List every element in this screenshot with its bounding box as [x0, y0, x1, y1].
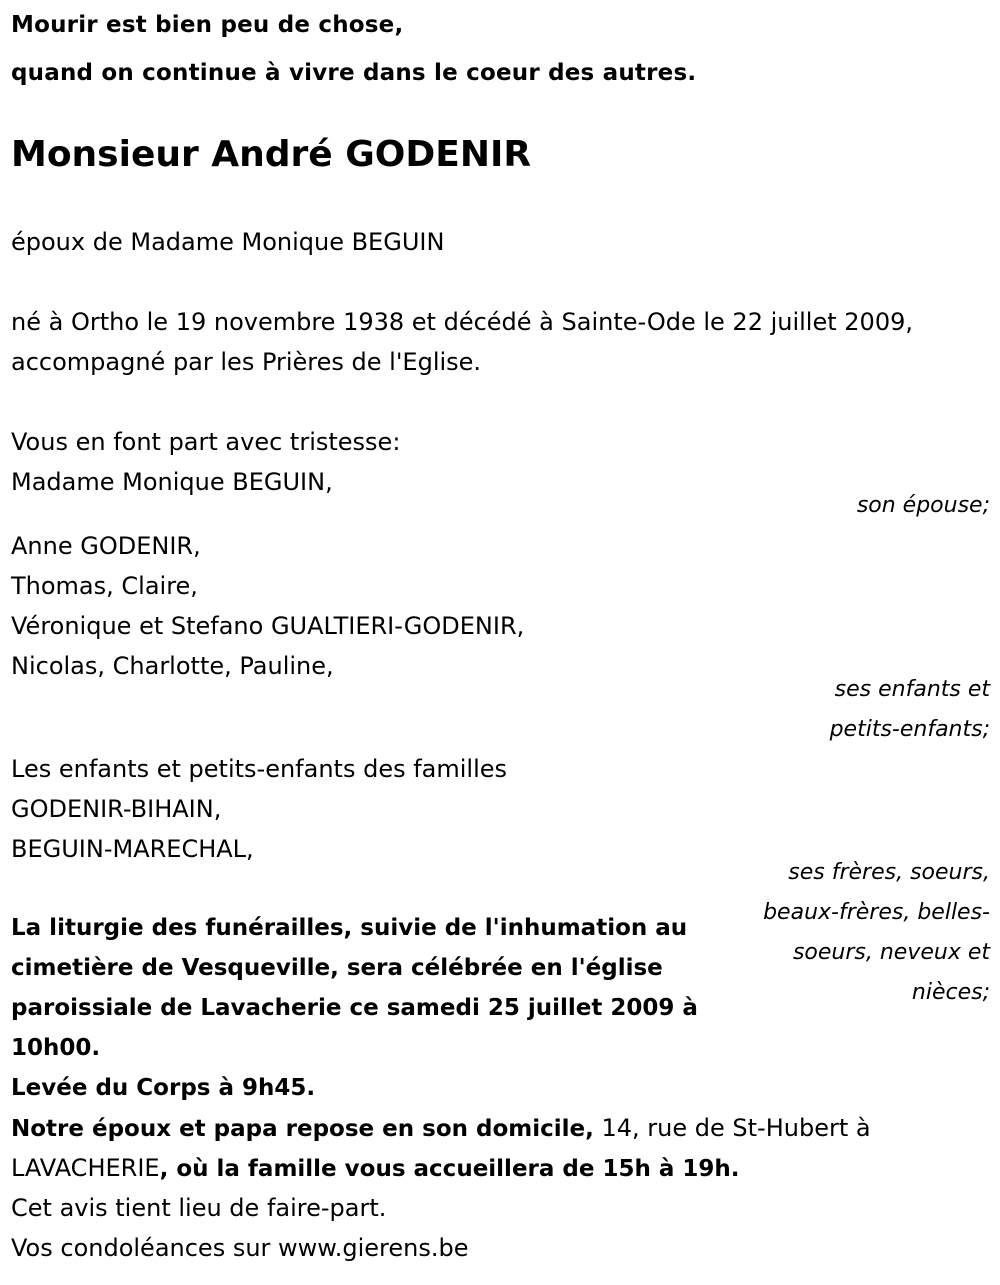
deceased-name: Monsieur André GODENIR [11, 134, 532, 175]
repose-address: 14, rue de St-Hubert à [593, 1114, 871, 1142]
birth-death-line-1: né à Ortho le 19 novembre 1938 et décédé à Sainte-Ode le 22 juillet 2009, [11, 308, 913, 336]
family-siblings-line: GODENIR-BIHAIN, [11, 795, 222, 823]
birth-death-line-2: accompagné par les Prières de l'Eglise. [11, 348, 482, 376]
family-siblings-line: Les enfants et petits-enfants des familles [11, 755, 508, 783]
repose-bold: Notre époux et papa repose en son domicile, [11, 1116, 594, 1142]
relation-siblings: ses frères, soeurs, [788, 860, 990, 885]
family-spouse-line: Madame Monique BEGUIN, [11, 468, 333, 496]
repose-town: LAVACHERIE [11, 1154, 160, 1182]
relation-children: ses enfants et [834, 677, 990, 702]
spouse-line: époux de Madame Monique BEGUIN [11, 228, 445, 256]
liturgy-line: La liturgie des funérailles, suivie de l'inhumation au [11, 915, 688, 941]
levee-line: Levée du Corps à 9h45. [11, 1075, 316, 1101]
family-children-line: Anne GODENIR, [11, 532, 201, 560]
relation-siblings: soeurs, neveux et [792, 940, 990, 965]
family-siblings-line: BEGUIN-MARECHAL, [11, 835, 254, 863]
family-intro: Vous en font part avec tristesse: [11, 428, 401, 456]
repose-line-2 [11, 1148, 740, 1189]
liturgy-line: 10h00. [11, 1035, 101, 1061]
family-children-line: Nicolas, Charlotte, Pauline, [11, 652, 334, 680]
quote-line-1: Mourir est bien peu de chose, [11, 12, 404, 38]
family-children-line: Thomas, Claire, [11, 572, 198, 600]
relation-siblings: beaux-frères, belles- [763, 900, 990, 925]
quote-line-2: quand on continue à vivre dans le coeur des autres. [11, 60, 697, 86]
notice-line: Cet avis tient lieu de faire-part. [11, 1194, 387, 1222]
relation-siblings: nièces; [911, 980, 990, 1005]
relation-children: petits-enfants; [829, 717, 990, 742]
relation-spouse: son épouse; [856, 493, 990, 518]
condolences-line: Vos condoléances sur www.gierens.be [11, 1234, 469, 1262]
family-children-line: Véronique et Stefano GUALTIERI-GODENIR, [11, 612, 525, 640]
liturgy-line: cimetière de Vesqueville, sera célébrée en l'église [11, 955, 663, 981]
repose-bold-2: , où la famille vous accueillera de 15h à 19h. [159, 1156, 740, 1182]
repose-line [11, 1108, 871, 1149]
liturgy-line: paroissiale de Lavacherie ce samedi 25 juillet 2009 à [11, 995, 698, 1021]
